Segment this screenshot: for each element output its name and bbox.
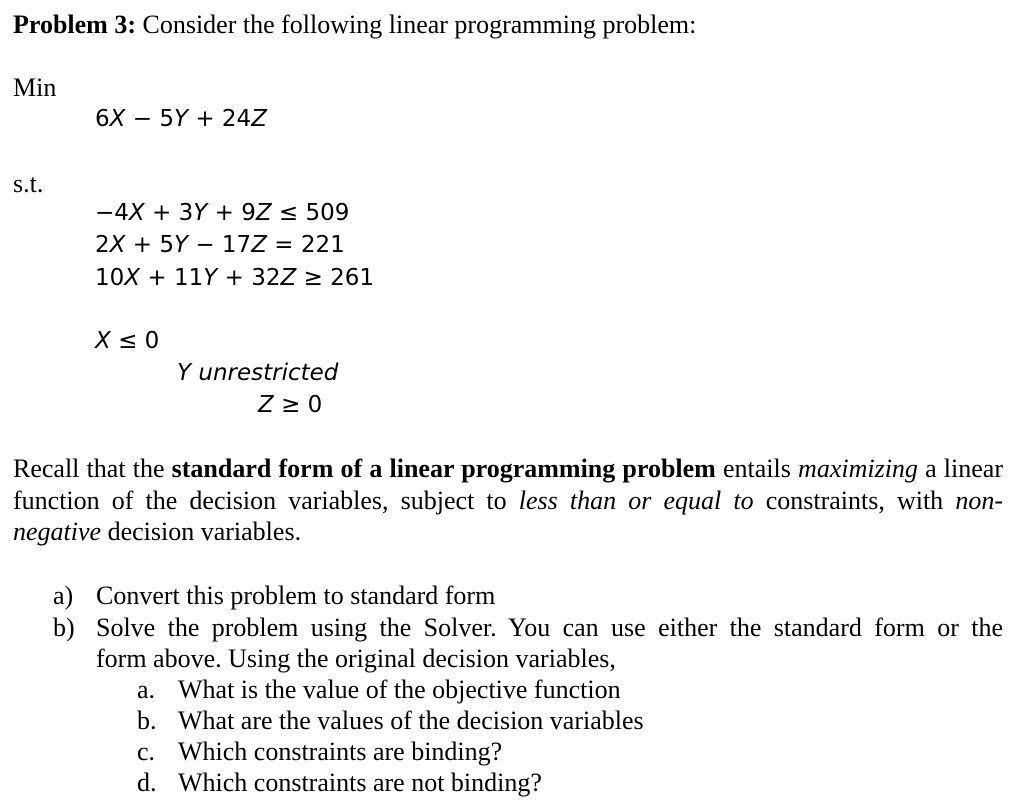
- constraint-3: 10X + 11Y + 32Z ≥ 261: [95, 265, 375, 291]
- objective-sense: Min: [13, 73, 57, 102]
- sign-restriction-y: Y unrestricted: [177, 360, 339, 386]
- problem-intro: Consider the following linear programming problem:: [142, 10, 697, 39]
- question-b-text-line1: Solve the problem using the Solver. You can use either the standard form or the: [96, 613, 1003, 642]
- standard-form-paragraph: Recall that the standard form of a linear programming problem entails maximizing a linear function of the decision variables, subject to less than or equal to constraints, with non-negative decision variables.: [13, 454, 1003, 546]
- subquestion-c-marker: c.: [137, 737, 156, 766]
- subquestion-a-text: What is the value of the objective function: [178, 675, 621, 704]
- sign-restriction-x: X ≤ 0: [95, 328, 160, 354]
- subject-to-label: s.t.: [13, 169, 44, 198]
- sign-restriction-z: Z ≥ 0: [258, 392, 323, 418]
- question-a-text: Convert this problem to standard form: [96, 581, 496, 610]
- constraint-1: −4X + 3Y + 9Z ≤ 509: [95, 200, 350, 226]
- question-a-marker: a): [53, 581, 74, 610]
- question-b-marker: b): [53, 613, 75, 642]
- subquestion-b-marker: b.: [137, 706, 157, 735]
- problem-label: Problem 3:: [13, 10, 136, 39]
- subquestion-a-marker: a.: [137, 675, 156, 704]
- subquestion-b-text: What are the values of the decision variables: [178, 706, 644, 735]
- objective-function: 6X − 5Y + 24Z: [95, 106, 267, 132]
- problem-header: [13, 9, 696, 40]
- subquestion-c-text: Which constraints are binding?: [178, 737, 503, 766]
- question-b-text-line2: form above. Using the original decision variables,: [96, 644, 616, 673]
- subquestion-d-marker: d.: [137, 768, 157, 797]
- subquestion-d-text: Which constraints are not binding?: [178, 768, 542, 797]
- constraint-2: 2X + 5Y − 17Z = 221: [95, 232, 345, 258]
